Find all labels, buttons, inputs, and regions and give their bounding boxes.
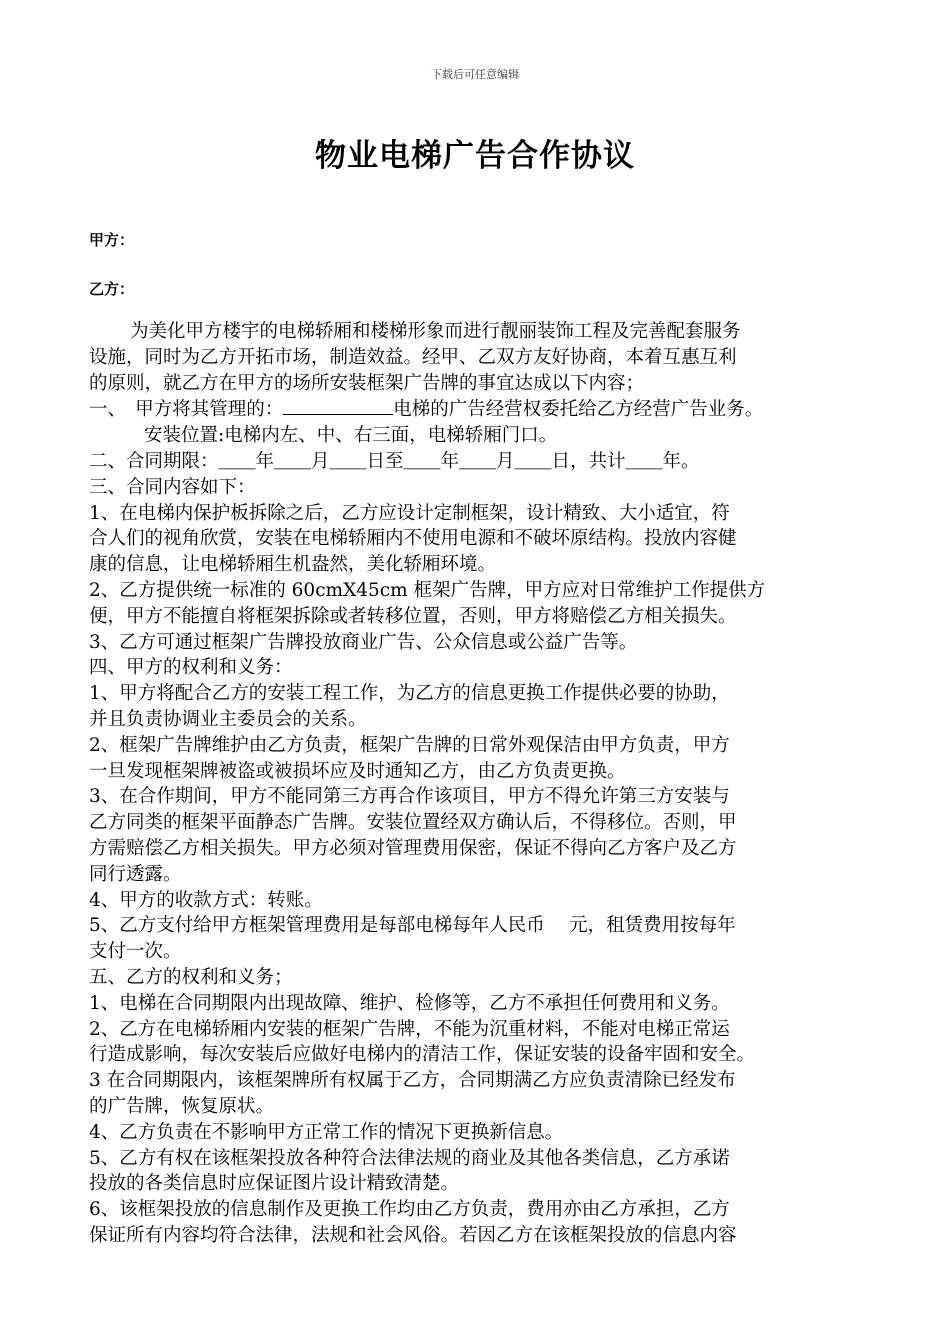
clause-line: 方需赔偿乙方相关损失。甲方必须对管理费用保密，保证不得向乙方客户及乙方 bbox=[89, 837, 737, 859]
section-1-line bbox=[89, 396, 879, 423]
header-note: 下载后可任意编辑 bbox=[431, 68, 519, 81]
clause-line: 2、框架广告牌维护由乙方负责，框架广告牌的日常外观保洁由甲方负责，甲方 bbox=[89, 734, 730, 756]
clause-line: 1、在电梯内保护板拆除之后，乙方应设计定制框架，设计精致、大小适宜，符 bbox=[89, 502, 730, 524]
clause-line: 支付一次。 bbox=[89, 941, 182, 963]
section-1-suffix: 电梯的广告经营权委托给乙方经营广告业务。 bbox=[393, 399, 764, 421]
clause-line: 投放的各类信息时应保证图片设计精致清楚。 bbox=[89, 1173, 460, 1195]
clause-line: 2、乙方提供统一标准的 60cmX45cm 框架广告牌，甲方应对日常维护工作提供方 bbox=[89, 579, 766, 601]
intro-line: 为美化甲方楼宇的电梯轿厢和楼梯形象而进行靓丽装饰工程及完善配套服务 bbox=[130, 321, 741, 342]
party-a-label: 甲方： bbox=[89, 231, 135, 249]
clause-line: 合人们的视角欣赏，安装在电梯轿厢内不使用电源和不破坏原结构。投放内容健 bbox=[89, 528, 737, 550]
clause-line: 6、该框架投放的信息制作及更换工作均由乙方负责，费用亦由乙方承担，乙方 bbox=[89, 1199, 730, 1221]
clause-line: 保证所有内容均符合法律，法规和社会风俗。若因乙方在该框架投放的信息内容 bbox=[89, 1224, 737, 1246]
section-1-prefix: 一、 甲方将其管理的： bbox=[89, 399, 284, 421]
intro-line: 设施，同时为乙方开拓市场，制造效益。经甲、乙双方友好协商，本着互惠互利 bbox=[89, 346, 737, 368]
clause-line: 4、乙方负责在不影响甲方正常工作的情况下更换新信息。 bbox=[89, 1121, 564, 1143]
install-position-line: 安装位置:电梯内左、中、右三面，电梯轿厢门口。 bbox=[144, 425, 558, 447]
clause-line: 1、甲方将配合乙方的安装工程工作，为乙方的信息更换工作提供必要的协助， bbox=[89, 683, 730, 705]
clause-line: 便，甲方不能擅自将框架拆除或者转移位置，否则，甲方将赔偿乙方相关损失。 bbox=[89, 605, 737, 627]
intro-line: 的原则，就乙方在甲方的场所安装框架广告牌的事宜达成以下内容； bbox=[89, 372, 645, 394]
clause-line: 乙方同类的框架平面静态广告牌。安装位置经双方确认后，不得移位。否则，甲 bbox=[89, 812, 737, 834]
clause-line: 行造成影响，每次安装后应做好电梯内的清洁工作，保证安装的设备牢固和安全。 bbox=[89, 1044, 756, 1066]
document-title: 物业电梯广告合作协议 bbox=[315, 138, 635, 174]
clause-line: 的广告牌，恢复原状。 bbox=[89, 1095, 275, 1117]
clause-line: 1、电梯在合同期限内出现故障、维护、检修等，乙方不承担任何费用和义务。 bbox=[89, 992, 730, 1014]
clause-line: 3、在合作期间，甲方不能同第三方再合作该项目，甲方不得允许第三方安装与 bbox=[89, 786, 730, 808]
section-3-heading: 三、合同内容如下： bbox=[89, 476, 256, 498]
party-b-label: 乙方： bbox=[89, 280, 135, 298]
clause-line: 3、乙方可通过框架广告牌投放商业广告、公众信息或公益广告等。 bbox=[89, 631, 638, 653]
clause-line: 一旦发现框架牌被盗或被损坏应及时通知乙方，由乙方负责更换。 bbox=[89, 760, 626, 782]
clause-line: 并且负责协调业主委员会的关系。 bbox=[89, 708, 367, 730]
section-4-heading: 四、甲方的权利和义务： bbox=[89, 657, 293, 679]
elevator-name-blank bbox=[283, 396, 393, 415]
clause-line: 5、乙方支付给甲方框架管理费用是每部电梯每年人民币 元，租赁费用按每年 bbox=[89, 915, 736, 937]
clause-line: 2、乙方在电梯轿厢内安装的框架广告牌，不能为沉重材料，不能对电梯正常运 bbox=[89, 1018, 730, 1040]
section-5-heading: 五、乙方的权利和义务； bbox=[89, 966, 293, 988]
section-2-term: 二、合同期限：＿＿年＿＿月＿＿日至＿＿年＿＿月＿＿日，共计＿＿年。 bbox=[89, 450, 700, 472]
clause-line: 5、乙方有权在该框架投放各种符合法律法规的商业及其他各类信息，乙方承诺 bbox=[89, 1147, 730, 1169]
clause-line: 同行透露。 bbox=[89, 863, 182, 885]
clause-line: 3 在合同期限内，该框架牌所有权属于乙方，合同期满乙方应负责清除已经发布 bbox=[89, 1070, 736, 1092]
clause-line: 康的信息，让电梯轿厢生机盎然，美化轿厢环境。 bbox=[89, 554, 497, 576]
agreement-body bbox=[89, 319, 879, 1249]
clause-line: 4、甲方的收款方式：转账。 bbox=[89, 889, 323, 911]
